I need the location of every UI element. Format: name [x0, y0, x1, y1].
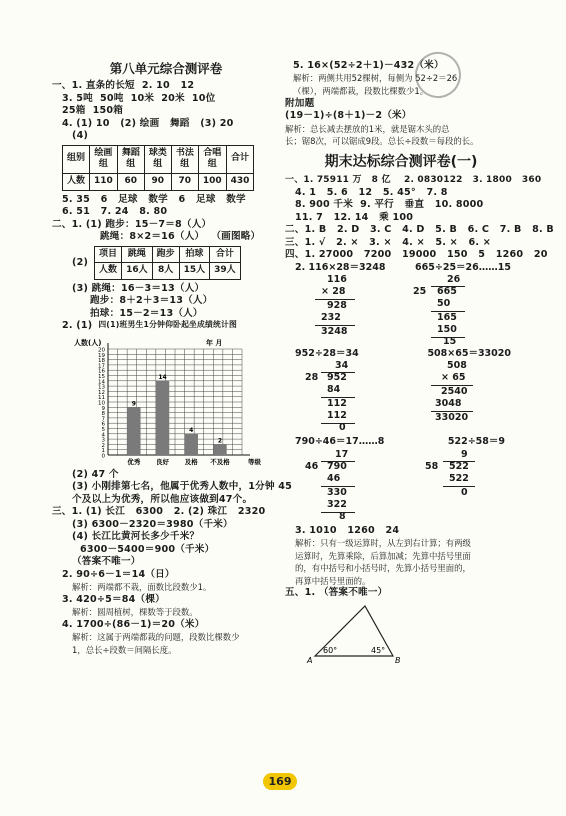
calc-digit: 0	[339, 422, 346, 434]
table-cell: 合唱组	[198, 145, 226, 173]
triangle-svg	[285, 600, 517, 664]
equation: 665÷25＝26……15	[415, 261, 511, 273]
answer-line: 11. 7 12. 14 乘 100	[295, 211, 414, 223]
answer-line: 4. 1 5. 6 12 5. 45° 7. 8	[295, 186, 448, 198]
analysis-note: 解析：两侧共用52棵树，每侧为 52÷2＝26 （棵），两端都栽，段数比棵数少1。	[293, 73, 458, 97]
y-tick-label: 0	[101, 453, 105, 460]
table-cell: 球类组	[144, 145, 171, 173]
answer-line: 4. 1700÷(86－1)＝20（米）	[62, 618, 205, 630]
date-label: 年 月	[206, 338, 223, 347]
table-cell: 拍球	[179, 246, 210, 263]
calc-digit: 952	[327, 372, 347, 384]
x-tick-label: 优秀	[127, 457, 141, 466]
calc-digit: 322	[327, 498, 347, 510]
calc-digit: × 65	[441, 372, 466, 384]
table-cell: 110	[90, 173, 118, 190]
answer-line: (3) 小刚排第七名，他属于优秀人数中，1分钟 45	[72, 481, 293, 493]
calc-digit: 116	[327, 273, 347, 285]
calc-digit: 28	[305, 372, 319, 384]
answer-line: 3. 5吨 50吨 10米 20米 10位	[62, 92, 216, 104]
vertical-calc-row	[285, 449, 517, 525]
vertical-calc-row	[285, 360, 517, 436]
calc-digit: 26	[447, 273, 461, 285]
calc-digit: 665	[437, 285, 457, 297]
equation: 2. 116×28＝3248	[295, 261, 386, 273]
y-tick-label: 7	[101, 416, 105, 423]
answer-line: 3. 1010 1260 24	[295, 524, 400, 536]
data-label: 2	[217, 437, 223, 445]
table-row	[63, 173, 254, 190]
y-tick-label: 2	[101, 442, 105, 449]
left-column	[52, 60, 293, 656]
answer-line: (2) 47 个	[72, 468, 119, 480]
answer-line: 3. 420÷5＝84（棵）	[62, 593, 165, 605]
table-row	[63, 145, 254, 173]
table-cell: 绘画组	[90, 145, 118, 173]
bar	[213, 444, 226, 455]
calc-digit: × 28	[321, 285, 346, 297]
calc-digit: 112	[327, 410, 347, 422]
calc-digit: 58	[425, 460, 439, 472]
equation: 522÷58＝9	[447, 436, 505, 448]
table-cell: 舞蹈组	[117, 145, 144, 173]
answer-line: 5. 16×(52÷2＋1)－432（米）	[293, 60, 444, 71]
answer-line: 跳绳：8×2＝16（人） （画图略）	[100, 231, 261, 243]
y-tick-label: 17	[98, 363, 105, 370]
calc-rule	[321, 423, 355, 424]
bar	[156, 381, 169, 455]
bar-chart	[52, 335, 280, 467]
chart-title: 四(1)班男生1分钟仰卧起坐成绩统计图	[98, 320, 238, 330]
y-tick-label: 3	[101, 437, 105, 444]
table-tag: (4)	[72, 130, 89, 142]
answer-line: 三、1. (1) 长江 6300 2. (2) 珠江 2320	[52, 506, 266, 518]
triangle-figure	[285, 600, 517, 664]
table-cell: 跳绳	[122, 246, 153, 263]
calc-digit: 46	[327, 472, 341, 484]
answer-line: 8. 900 千米 9. 平行 垂直 10. 8000	[295, 199, 484, 211]
table-row	[95, 263, 241, 280]
y-tick-label: 15	[98, 373, 105, 380]
page-number: 169	[263, 773, 297, 790]
left-section-title: 第八单元综合测评卷	[109, 61, 223, 76]
y-tick-label: 6	[101, 421, 105, 428]
table-cell: 16人	[122, 263, 153, 280]
table-cell: 70	[171, 173, 198, 190]
y-tick-label: 18	[98, 357, 105, 364]
sports-table	[94, 246, 241, 280]
answer-line: 6. 51 7. 24 8. 80	[62, 206, 168, 218]
answer-line: 跑步：8＋2＋3＝13（人）	[90, 295, 213, 307]
table-cell: 合计	[226, 145, 254, 173]
answer-line: 5. 35 6 足球 数学 6 足球 数学	[62, 193, 246, 205]
equation: 508×65＝33020	[427, 347, 511, 359]
calc-rule	[443, 486, 475, 487]
answer-line: 6300－5400＝900（千米）	[80, 543, 215, 555]
y-tick-label: 8	[101, 410, 105, 417]
calc-digit: 0	[461, 486, 468, 498]
table-cell: 100	[198, 173, 226, 190]
calc-digit: 2540	[441, 386, 468, 398]
right-section-title: 期末达标综合测评卷(一)	[324, 153, 478, 170]
answer-line: 一、1. 直条的长短 2. 10 12	[52, 80, 195, 92]
y-tick-label: 9	[101, 405, 105, 412]
bar	[185, 434, 198, 455]
answer-line: (19－1)÷(8＋1)－2（米）	[285, 110, 412, 122]
calc-digit: 790	[327, 460, 347, 472]
data-label: 14	[158, 373, 167, 381]
calc-digit: 330	[327, 486, 347, 498]
bar	[127, 407, 140, 455]
analysis-note: 解析：圆周植树，棵数等于段数。	[72, 607, 198, 618]
chart-tag: 2. (1)	[62, 320, 93, 332]
table-cell: 合计	[210, 246, 241, 263]
answer-line: (3) 6300－2320＝3980（千米）	[72, 518, 233, 530]
y-tick-label: 4	[101, 432, 105, 439]
answer-line: 二、1. B 2. D 3. C 4. D 5. B 6. C 7. B 8. B	[285, 224, 554, 236]
section-heading: 附加题	[285, 97, 315, 109]
answer-line: 个及以上为优秀，所以他应该做到47个。	[72, 493, 253, 505]
table-cell: 组别	[63, 145, 90, 173]
angle-label: 60°	[323, 645, 338, 655]
calc-digit: 84	[327, 384, 341, 396]
y-tick-label: 12	[98, 389, 105, 396]
answer-line: 三、1. √ 2. × 3. × 4. × 5. × 6. ×	[285, 236, 492, 248]
calc-digit: 17	[335, 448, 349, 460]
y-tick-label: 1	[101, 447, 105, 454]
calc-digit: 15	[443, 335, 457, 347]
x-tick-label: 良好	[156, 457, 170, 466]
calc-digit: 46	[305, 460, 319, 472]
calc-digit: 3248	[321, 325, 348, 337]
analysis-note: 解析：只有一级运算时，从左到右计算；有两级 运算时，先算乘除，后算加减；先算中括号里面 的，有中括号和小括号时，先算小括号里面的， 再算中括号里面的。	[295, 538, 471, 586]
calc-digit: 232	[321, 311, 341, 323]
calc-digit: 34	[335, 360, 349, 372]
calc-digit: 3048	[435, 398, 462, 410]
answer-line: 25箱 150箱	[62, 105, 124, 117]
calc-digit: 8	[339, 510, 346, 522]
calc-digit: 25	[413, 285, 427, 297]
analysis-note: 解析：两端都不栽，面数比段数少1。	[72, 582, 212, 592]
answer-line: 拍球：15－2＝13（人）	[90, 307, 203, 319]
equation: 790÷46＝17……8	[295, 436, 385, 448]
y-tick-label: 20	[98, 347, 105, 354]
table-cell: 430	[226, 173, 254, 190]
y-tick-label: 10	[98, 400, 105, 407]
x-axis-label: 等级	[248, 457, 261, 466]
calc-digit: 112	[327, 398, 347, 410]
calc-digit: 9	[461, 448, 468, 460]
table-row	[95, 246, 241, 263]
calc-digit: 508	[447, 360, 467, 372]
table-cell: 人数	[63, 173, 90, 190]
calc-digit: 522	[449, 460, 469, 472]
answer-line: 一、1. 75911 万 8 亿 2. 0830122 3. 1800 360	[285, 175, 542, 186]
x-tick-label: 及格	[184, 457, 198, 466]
angle-label: 45°	[371, 645, 386, 655]
activity-group-table	[62, 145, 254, 191]
y-axis-label: 人数(人)	[74, 338, 102, 347]
x-tick-label: 不及格	[210, 457, 230, 466]
answer-line: 五、1. （答案不唯一）	[285, 587, 388, 599]
vertex-label: B	[395, 655, 401, 664]
right-column	[285, 60, 554, 664]
analysis-note: 解析：这属于两端都栽的问题，段数比棵数少 1，总长÷段数＝间隔长度。	[72, 632, 240, 655]
data-label: 9	[131, 400, 136, 408]
table-tag: (2)	[72, 256, 89, 268]
y-tick-label: 16	[98, 368, 105, 375]
table-cell: 15人	[179, 263, 210, 280]
calc-digit: 50	[437, 297, 451, 309]
answer-line: (4) 长江比黄河长多少千米？	[72, 531, 200, 543]
table-cell: 60	[117, 173, 144, 190]
table-cell: 人数	[95, 263, 122, 280]
calc-rule	[321, 512, 355, 513]
vertical-calc-row	[285, 274, 517, 348]
calc-digit: 928	[327, 299, 347, 311]
table-cell: 书法组	[171, 145, 198, 173]
analysis-note: 解析：总长减去摆放的1米，就是锯木头的总 长；锯8次，可以锯成9段。总长÷段数＝每段的长。	[285, 123, 479, 147]
calc-digit: 522	[449, 472, 469, 484]
equation: 952÷28＝34	[295, 347, 359, 359]
answer-line: (3) 跳绳：16－3＝13（人）	[72, 282, 205, 294]
table-cell: 39人	[210, 263, 241, 280]
table-cell: 项目	[95, 246, 122, 263]
vertex-label: A	[307, 655, 313, 664]
y-tick-label: 19	[98, 352, 105, 359]
bar-chart-svg	[52, 335, 280, 467]
y-tick-label: 11	[98, 394, 105, 401]
y-tick-label: 14	[98, 379, 105, 386]
calc-digit: 33020	[435, 412, 469, 424]
calc-digit: 150	[437, 323, 457, 335]
answer-line: （答案不唯一）	[72, 556, 141, 568]
answer-line: 2. 90÷6－1＝14（日）	[62, 568, 175, 580]
calc-digit: 165	[437, 311, 457, 323]
table-cell: 90	[144, 173, 171, 190]
answer-line: 四、1. 27000 7200 19000 150 5 1260 20	[285, 249, 548, 261]
answer-line: 4. (1) 10 (2) 绘画 舞蹈 (3) 20	[62, 117, 234, 129]
answer-line: 二、1. (1) 跑步：15－7＝8（人）	[52, 218, 212, 230]
y-tick-label: 5	[101, 426, 105, 433]
table-cell: 8人	[152, 263, 179, 280]
table-cell: 跑步	[152, 246, 179, 263]
data-label: 4	[189, 426, 194, 434]
y-tick-label: 13	[98, 384, 105, 391]
